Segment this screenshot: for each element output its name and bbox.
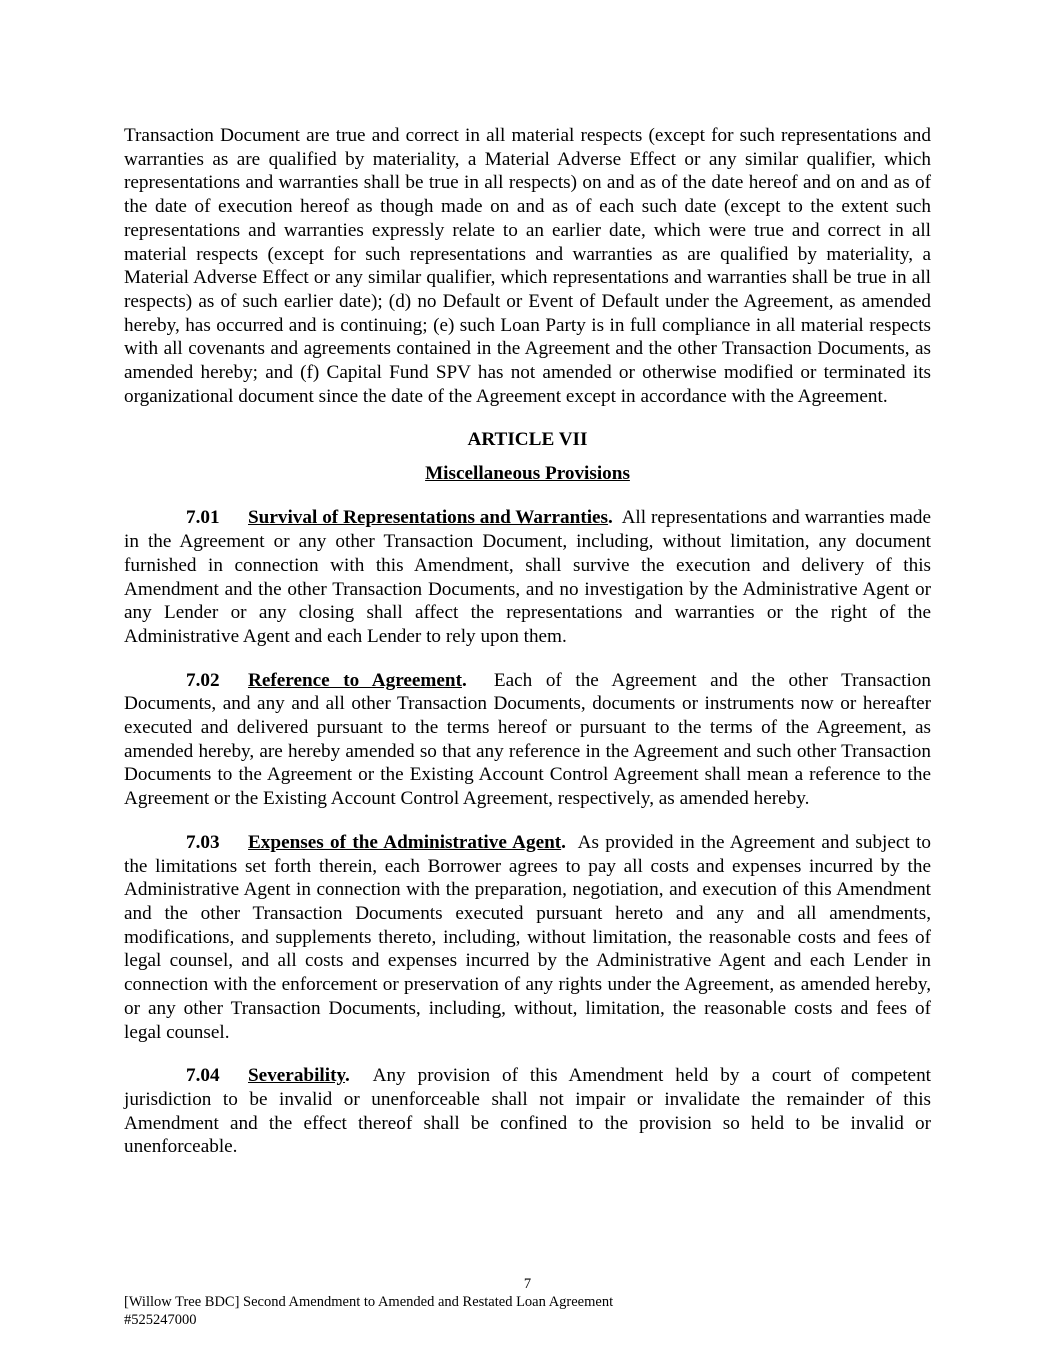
article-heading: ARTICLE VII [467,429,588,451]
section-7-02 [124,669,931,811]
section-7-01 [124,506,931,648]
intro-paragraph: Transaction Document are true and correct in all material respects (except for such representations and warranties as are qualified by materiality, a Material Adverse Effect or any similar qualifier, which representations and warranties shall be true in all respects) on and as of the date hereof and on and as of the date of execution hereof as though made on and as of each such date (except to the extent such representations and warranties expressly relate to an earlier date, which were true and correct in all material respects (except for such representations and warranties as are qualified by materiality, a Material Adverse Effect or any similar qualifier, which representations and warranties shall be true in all respects) as of such earlier date); (d) no Default or Event of Default under the Agreement, as amended hereby, has occurred and is continuing; (e) such Loan Party is in full compliance in all material respects with all covenants and agreements contained in the Agreement and the other Transaction Documents, as amended hereby; and (f) Capital Fund SPV has not amended or otherwise modified or terminated its organizational document since the date of the Agreement except in accordance with the Agreement. [124,125,931,407]
section-title: Severability [248,1065,345,1087]
section-title-period: . [608,507,613,529]
article-subheading: Miscellaneous Provisions [425,463,630,485]
section-title: Survival of Representations and Warranties [248,507,609,529]
section-body: Any provision of this Amendment held by a court of competent jurisdiction to be invalid or unenforceable shall not impair or invalidate the remainder of this Amendment and the effect thereof shall be confined to the provision so held to be invalid or unenforceable. [124,1065,931,1158]
section-body: Each of the Agreement and the other Transaction Documents, and any and all other Transaction Documents, documents or instruments now or hereafter executed and delivered pursuant to the terms hereof or pursuant to the terms of the Agreement, as amended hereby, are hereby amended so that any reference in the Agreement and such other Transaction Documents to the Agreement or the Existing Account Control Agreement shall mean a reference to the Agreement or the Existing Account Control Agreement, respectively, as amended hereby. [124,669,931,810]
document-page [124,124,931,1159]
section-title: Reference to Agreement [248,669,462,691]
document-id: #525247000 [124,1312,197,1328]
section-body: All representations and warranties made in the Agreement or any other Transaction Document, including, without limitation, any document furnished in connection with this Amendment, shall survive the execution and delivery of this Amendment and the other Transaction Documents, and no investigation by the Administrative Agent or any Lender or any closing shall affect the representations and warranties or the right of the Administrative Agent and each Lender to rely upon them. [124,507,932,647]
section-number: 7.04 [186,1065,220,1087]
page-footer [124,1275,931,1329]
section-number: 7.03 [186,831,220,853]
section-body: As provided in the Agreement and subject to the limitations set forth therein, each Borrower agrees to pay all costs and expenses incurred by the Administrative Agent in connection with the preparation, negotiation, and execution of this Amendment and the other Transaction Documents executed pursuant hereto and any and all amendments, modifications, and supplements thereto, including, without limitation, the reasonable costs and fees of legal counsel, and all costs and expenses incurred by the Administrative Agent and each Lender in connection with the enforcement or preservation of any rights under the Agreement, as amended hereby, or any other Transaction Documents, including, without, limitation, the reasonable costs and fees of legal counsel. [124,831,932,1043]
section-number: 7.01 [186,507,220,529]
section-7-04 [124,1064,931,1159]
section-number: 7.02 [186,669,220,691]
document-title-footer: [Willow Tree BDC] Second Amendment to Amended and Restated Loan Agreement [124,1294,614,1310]
section-title-period: . [561,831,566,853]
section-title: Expenses of the Administrative Agent [248,831,562,853]
section-7-03 [124,831,931,1044]
section-title-period: . [461,669,467,691]
page-number: 7 [523,1276,532,1292]
section-title-period: . [345,1065,350,1087]
